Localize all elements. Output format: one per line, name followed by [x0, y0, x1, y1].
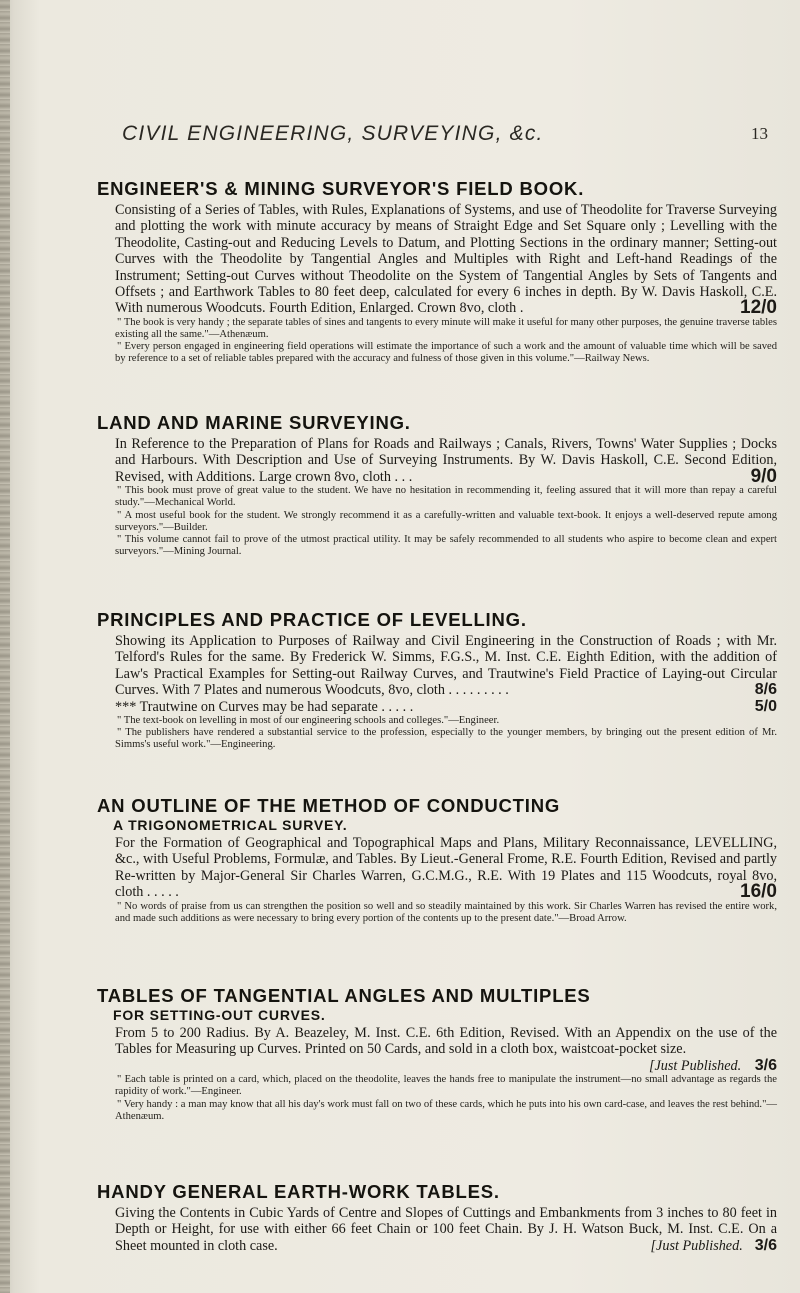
entry-description: From 5 to 200 Radius. By A. Beazeley, M. Inst. C.E. 6th Edition, Revised. With an Appendix on the use of the Tables for Measuring up Curves. Printed on 50 Cards, and sold in a cloth box, waistcoat-pocket size. — [115, 1025, 777, 1058]
entry-review: " A most useful book for the student. We strongly recommend it as a carefully-written and valuable text-book. It enjoys a well-deserved repute among surveyors."—Builder. — [115, 509, 777, 533]
running-head: CIVIL ENGINEERING, SURVEYING, &c. — [122, 122, 544, 145]
entry-trigonometrical-survey — [97, 795, 777, 925]
entry-review: " The book is very handy ; the separate tables of sines and tangents to every minute will make it useful for many other purposes, the genuine traverse tables existing all the same."—Athenæum. — [115, 316, 777, 341]
page-binding-edge — [0, 0, 10, 1293]
entry-price: 12/0 — [740, 297, 777, 319]
entry-price: 16/0 — [740, 881, 777, 903]
entry-tangential-angles — [97, 985, 777, 1123]
entry-title: HANDY GENERAL EARTH-WORK TABLES. — [97, 1181, 500, 1202]
entry-price: 9/0 — [750, 465, 777, 487]
entry-subtitle: A TRIGONOMETRICAL SURVEY. — [113, 817, 348, 833]
entry-subtitle: FOR SETTING-OUT CURVES. — [113, 1007, 326, 1023]
entry-title: LAND AND MARINE SURVEYING. — [97, 412, 411, 433]
entry-review: " Very handy : a man may know that all his day's work must fall on two of these cards, which he puts into his own card-case, and leaves the rest behind."—Athenæum. — [115, 1098, 777, 1122]
entry-review: " The text-book on levelling in most of our engineering schools and colleges."—Engineer. — [117, 715, 500, 727]
entry-price: 8/6 — [754, 681, 777, 699]
entry-earthwork-tables — [97, 1181, 777, 1254]
entry-description: Giving the Contents in Cubic Yards of Centre and Slopes of Cuttings and Embankments from 3 inches to 80 feet in Depth or Height, for use with either 66 feet Chain or 100 feet Chain. By J. H. Watson Buck, M. Inst. C.E. On a Sheet mounted in cloth case. 3/6 [Just Published. — [115, 1205, 777, 1254]
entry-extra-price: 5/0 — [754, 697, 777, 715]
entry-description: Consisting of a Series of Tables, with Rules, Explanations of Systems, and use of Theodolite for Traverse Surveying and plotting the work with minute accuracy by means of Straight Edge and Set Square only ; Levelling with the Theodolite, Casting-out and Reducing Levels to Datum, and Plotting Sections in the ordinary manner; Setting-out Curves with the Theodolite by Tangential Angles and Multiples with Right and Left-hand Readings of the Instrument; Setting-out Curves without Theodolite on the System of Tangential Angles by Sets of Tangents and Offsets ; and Earthwork Tables to 80 feet deep, calculated for every 6 inches in depth. By W. Davis Haskoll, C.E. With numerous Woodcuts. Fourth Edition, Enlarged. Crown 8vo, cloth . 12/0 — [115, 202, 777, 319]
entry-price: 3/6 — [754, 1056, 777, 1074]
entry-review: " Every person engaged in engineering field operations will estimate the importance of such a work and the amount of valuable time which will be saved by reference to a set of reliable tables prepared with the accuracy and fulness of those given in this volume."—Railway News. — [115, 341, 777, 365]
entry-review: " Each table is printed on a card, which, placed on the theodolite, leaves the hands free to manipulate the instrument—no small advantage as regards the rapidity of work."—Engineer. — [115, 1074, 777, 1098]
entry-published-line — [115, 1058, 777, 1074]
entry-field-book — [97, 178, 777, 366]
entry-title: AN OUTLINE OF THE METHOD OF CONDUCTING — [97, 795, 561, 816]
entry-title: ENGINEER'S & MINING SURVEYOR'S FIELD BOOK. — [97, 178, 585, 199]
entry-land-marine-surveying — [97, 412, 777, 558]
entry-review: " The publishers have rendered a substantial service to the profession, especially to the younger members, by bringing out the present edition of Mr. Simms's useful work."—Engineering. — [115, 727, 777, 751]
entry-title: PRINCIPLES AND PRACTICE OF LEVELLING. — [97, 609, 527, 630]
entry-title: TABLES OF TANGENTIAL ANGLES AND MULTIPLES — [97, 985, 591, 1006]
page-number: 13 — [751, 124, 768, 143]
entry-price: 3/6 — [754, 1236, 777, 1254]
entry-description: In Reference to the Preparation of Plans for Roads and Railways ; Canals, Rivers, Towns' Water Supplies ; Docks and Harbours. With Description and Use of Surveying Instruments. By W. Davis Haskoll, C.E. Second Edition, Revised, with Additions. Large crown 8vo, cloth . . . 9/0 — [115, 436, 777, 487]
published-note: [Just Published. — [650, 1237, 743, 1254]
entry-levelling — [97, 609, 777, 752]
entry-review: " This volume cannot fail to prove of the utmost practical utility. It may be safely recommended to all students who aspire to become clean and expert surveyors."—Mining Journal. — [115, 534, 777, 558]
entry-extra-line: *** Trautwine on Curves may be had separate . . . . . 5/0 — [115, 697, 777, 715]
entry-description: For the Formation of Geographical and Topographical Maps and Plans, Military Reconnaissance, LEVELLING, &c., with Useful Problems, Formulæ, and Tables. By Lieut.-General Frome, R.E. Fourth Edition, Revised and partly Re-written by Major-General Sir Charles Warren, G.C.M.G., R.E. With 19 Plates and 115 Woodcuts, royal 8vo, cloth . . . . . 16/0 — [115, 835, 777, 903]
entry-review: " No words of praise from us can strengthen the position so well and so steadily maintained by this work. Sir Charles Warren has revised the entire work, and made such additions as were necessary to bring every portion of the contents up to the present date."—Broad Arrow. — [115, 900, 777, 924]
published-note: [Just Published. — [648, 1057, 742, 1074]
entry-description: Showing its Application to Purposes of Railway and Civil Engineering in the Construction of Roads ; with Mr. Telford's Rules for the same. By Frederick W. Simms, F.G.S., M. Inst. C.E. Eighth Edition, with the addition of Law's Practical Examples for Setting-out Railway Curves, and Trautwine's Field Practice of Laying-out Circular Curves. With 7 Plates and numerous Woodcuts, 8vo, cloth . . . . . . . . . 8/6 — [115, 633, 777, 699]
entry-review: " This book must prove of great value to the student. We have no hesitation in recommending it, feeling assured that it will more than repay a careful study."—Mechanical World. — [115, 485, 777, 509]
